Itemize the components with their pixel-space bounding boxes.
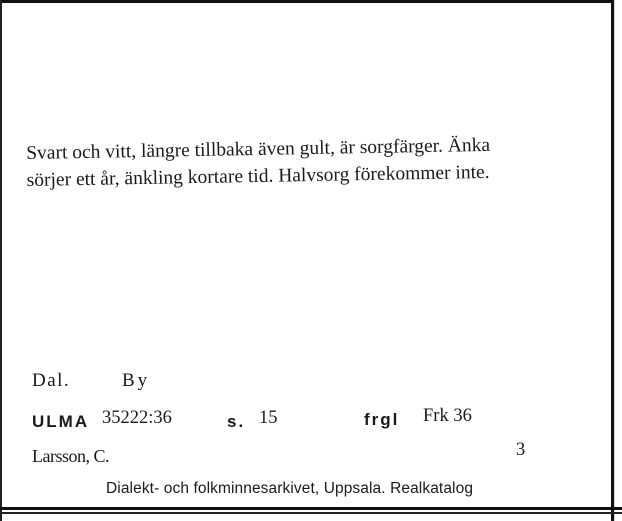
card-margin-right [614, 0, 622, 521]
card-border-top [0, 0, 622, 3]
ulma-label: ULMA [32, 412, 90, 431]
page-number: 15 [259, 408, 278, 428]
card-text-line: Svart och vitt, längre tillbaka även gult, är sorgfärger. Änka [26, 134, 491, 164]
card-border-left [0, 0, 2, 521]
archive-footer: Dialekt- och folkminnesarkivet, Uppsala. Realkatalog [106, 480, 474, 497]
page-label: s. [227, 412, 246, 431]
questionnaire-label: frgl [364, 410, 400, 429]
author-name: Larsson, C. [32, 446, 109, 466]
card-border-bottom-second [0, 512, 622, 514]
card-number: 3 [516, 440, 526, 460]
card-body-text [26, 130, 597, 194]
card-border-bottom [0, 507, 622, 510]
card-text-line: sörjer ett år, änkling kortare tid. Halvsorg förekommer inte. [26, 161, 490, 191]
place-name: Dal. [32, 370, 71, 391]
ulma-number: 35222:36 [102, 408, 172, 428]
questionnaire-value: Frk 36 [423, 406, 472, 426]
village-name: By [122, 370, 151, 391]
